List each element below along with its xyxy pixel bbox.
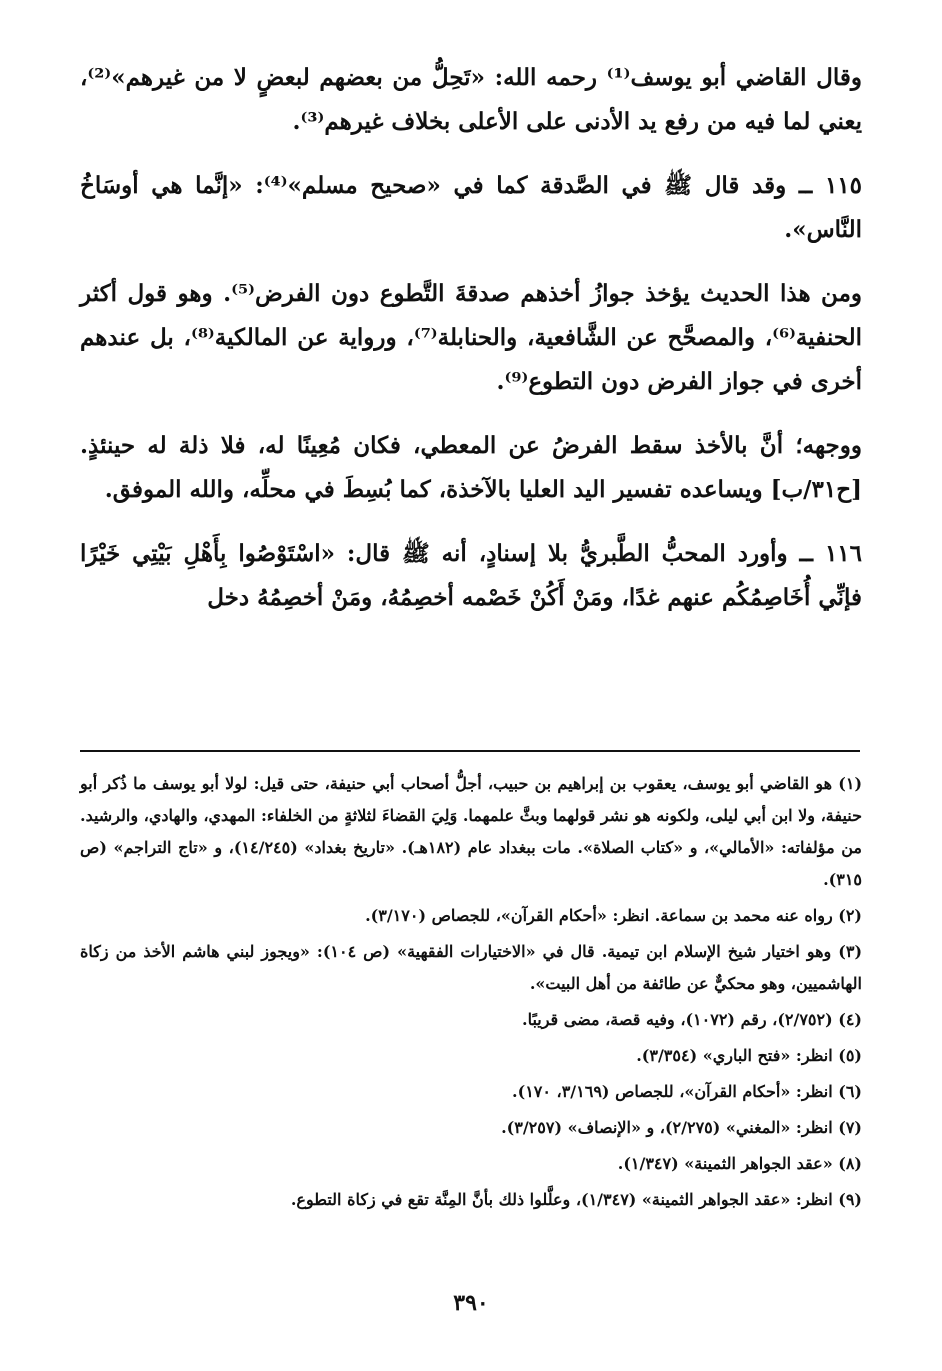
paragraph-wajh: ووجهه؛ أنَّ بالأخذ سقط الفرضُ عن المعطي، فكان مُعِينًا له، فلا ذلة له حينئذٍ. [ح٣١/ب] ويساعده تفسير اليد العليا بالآخذة، كما بُسِطَ في محلِّه، والله الموفق.: [80, 432, 862, 503]
footnote-5: (٥) انظر: «فتح الباري» (٣/٣٥٤).: [636, 1046, 862, 1065]
paragraph-abu-yusuf: وقال القاضي أبو يوسف⁽¹⁾ رحمه الله: «تَحِلُّ من بعضهم لبعضٍ لا من غيرهم»⁽²⁾، يعني لما فيه من رفع يد الأدنى على الأعلى بخلاف غيرهم⁽³⁾.: [80, 64, 862, 135]
paragraph-hadith-115: ١١٥ ــ وقد قال ﷺ في الصَّدقة كما في «صحيح مسلم»⁽⁴⁾: «إنَّما هي أوسَاخُ النَّاس».: [80, 172, 862, 243]
footnote-1: (١) هو القاضي أبو يوسف، يعقوب بن إبراهيم بن حبيب، أجلُّ أصحاب أبي حنيفة، حتى قيل: لولا أبو يوسف ما ذُكر أبو حنيفة، ولا ابن أبي ليلى، ولكونه هو نشر قولهما وبثَّ علمهما. وَلِيَ القضاءَ لثلاثةٍ من الخلفاء: المهدي، والهادي، والرشيد. من مؤلفاته: «الأمالي»، و «كتاب الصلاة». مات ببغداد عام (١٨٢هـ). «تاريخ بغداد» (١٤/٢٤٥)، و «تاج التراجم» (ص ٣١٥).: [80, 774, 863, 889]
footnote-2: (٢) رواه عنه محمد بن سماعة. انظر: «أحكام القرآن»، للجصاص (٣/١٧٠).: [365, 906, 862, 925]
footnote-4: (٤) (٢/٧٥٢)، رقم (١٠٧٢)، وفيه قصة، مضى قريبًا.: [522, 1010, 862, 1029]
page-number: ٣٩٠: [453, 1290, 489, 1316]
paragraph-hadith-116: ١١٦ ــ وأورد المحبُّ الطَّبريُّ بلا إسنادٍ، أنه ﷺ قال: «اسْتَوْصُوا بِأَهْلِ بَيْتِي خَيْرًا فإنِّي أُخَاصِمُكُم عنهم غدًا، ومَنْ أَكُنْ خَصْمه أخصِمُهُ، ومَنْ أخصِمُهُ دخل: [80, 540, 862, 611]
footnote-9: (٩) انظر: «عقد الجواهر الثمينة» (١/٣٤٧)، وعلَّلوا ذلك بأنَّ المِنَّة تقع في زكاة التطوع.: [290, 1190, 862, 1209]
main-text: [80, 56, 862, 640]
paragraph-tatawwu: ومن هذا الحديث يؤخذ جوازُ أخذهم صدقةَ التَّطوع دون الفرض⁽⁵⁾. وهو قول أكثر الحنفية⁽⁶⁾، والمصحَّح عن الشَّافعية، والحنابلة⁽⁷⁾، ورواية عن المالكية⁽⁸⁾، بل عندهم أخرى في جواز الفرض دون التطوع⁽⁹⁾.: [80, 280, 863, 395]
footnote-3: (٣) وهو اختيار شيخ الإسلام ابن تيمية. قال في «الاختيارات الفقهية» (ص ١٠٤): «ويجوز لبني هاشم الأخذ من زكاة الهاشميين، وهو محكيٌّ عن طائفة من أهل البيت».: [80, 942, 863, 993]
footnote-7: (٧) انظر: «المغني» (٢/٢٧٥)، و «الإنصاف» (٣/٢٥٧).: [501, 1118, 862, 1137]
footnotes: [80, 768, 862, 1220]
footnote-separator: [80, 750, 860, 752]
footnote-8: (٨) «عقد الجواهر الثمينة» (١/٣٤٧).: [617, 1154, 862, 1173]
footnote-6: (٦) انظر: «أحكام القرآن»، للجصاص (٣/١٦٩، ١٧٠).: [512, 1082, 862, 1101]
